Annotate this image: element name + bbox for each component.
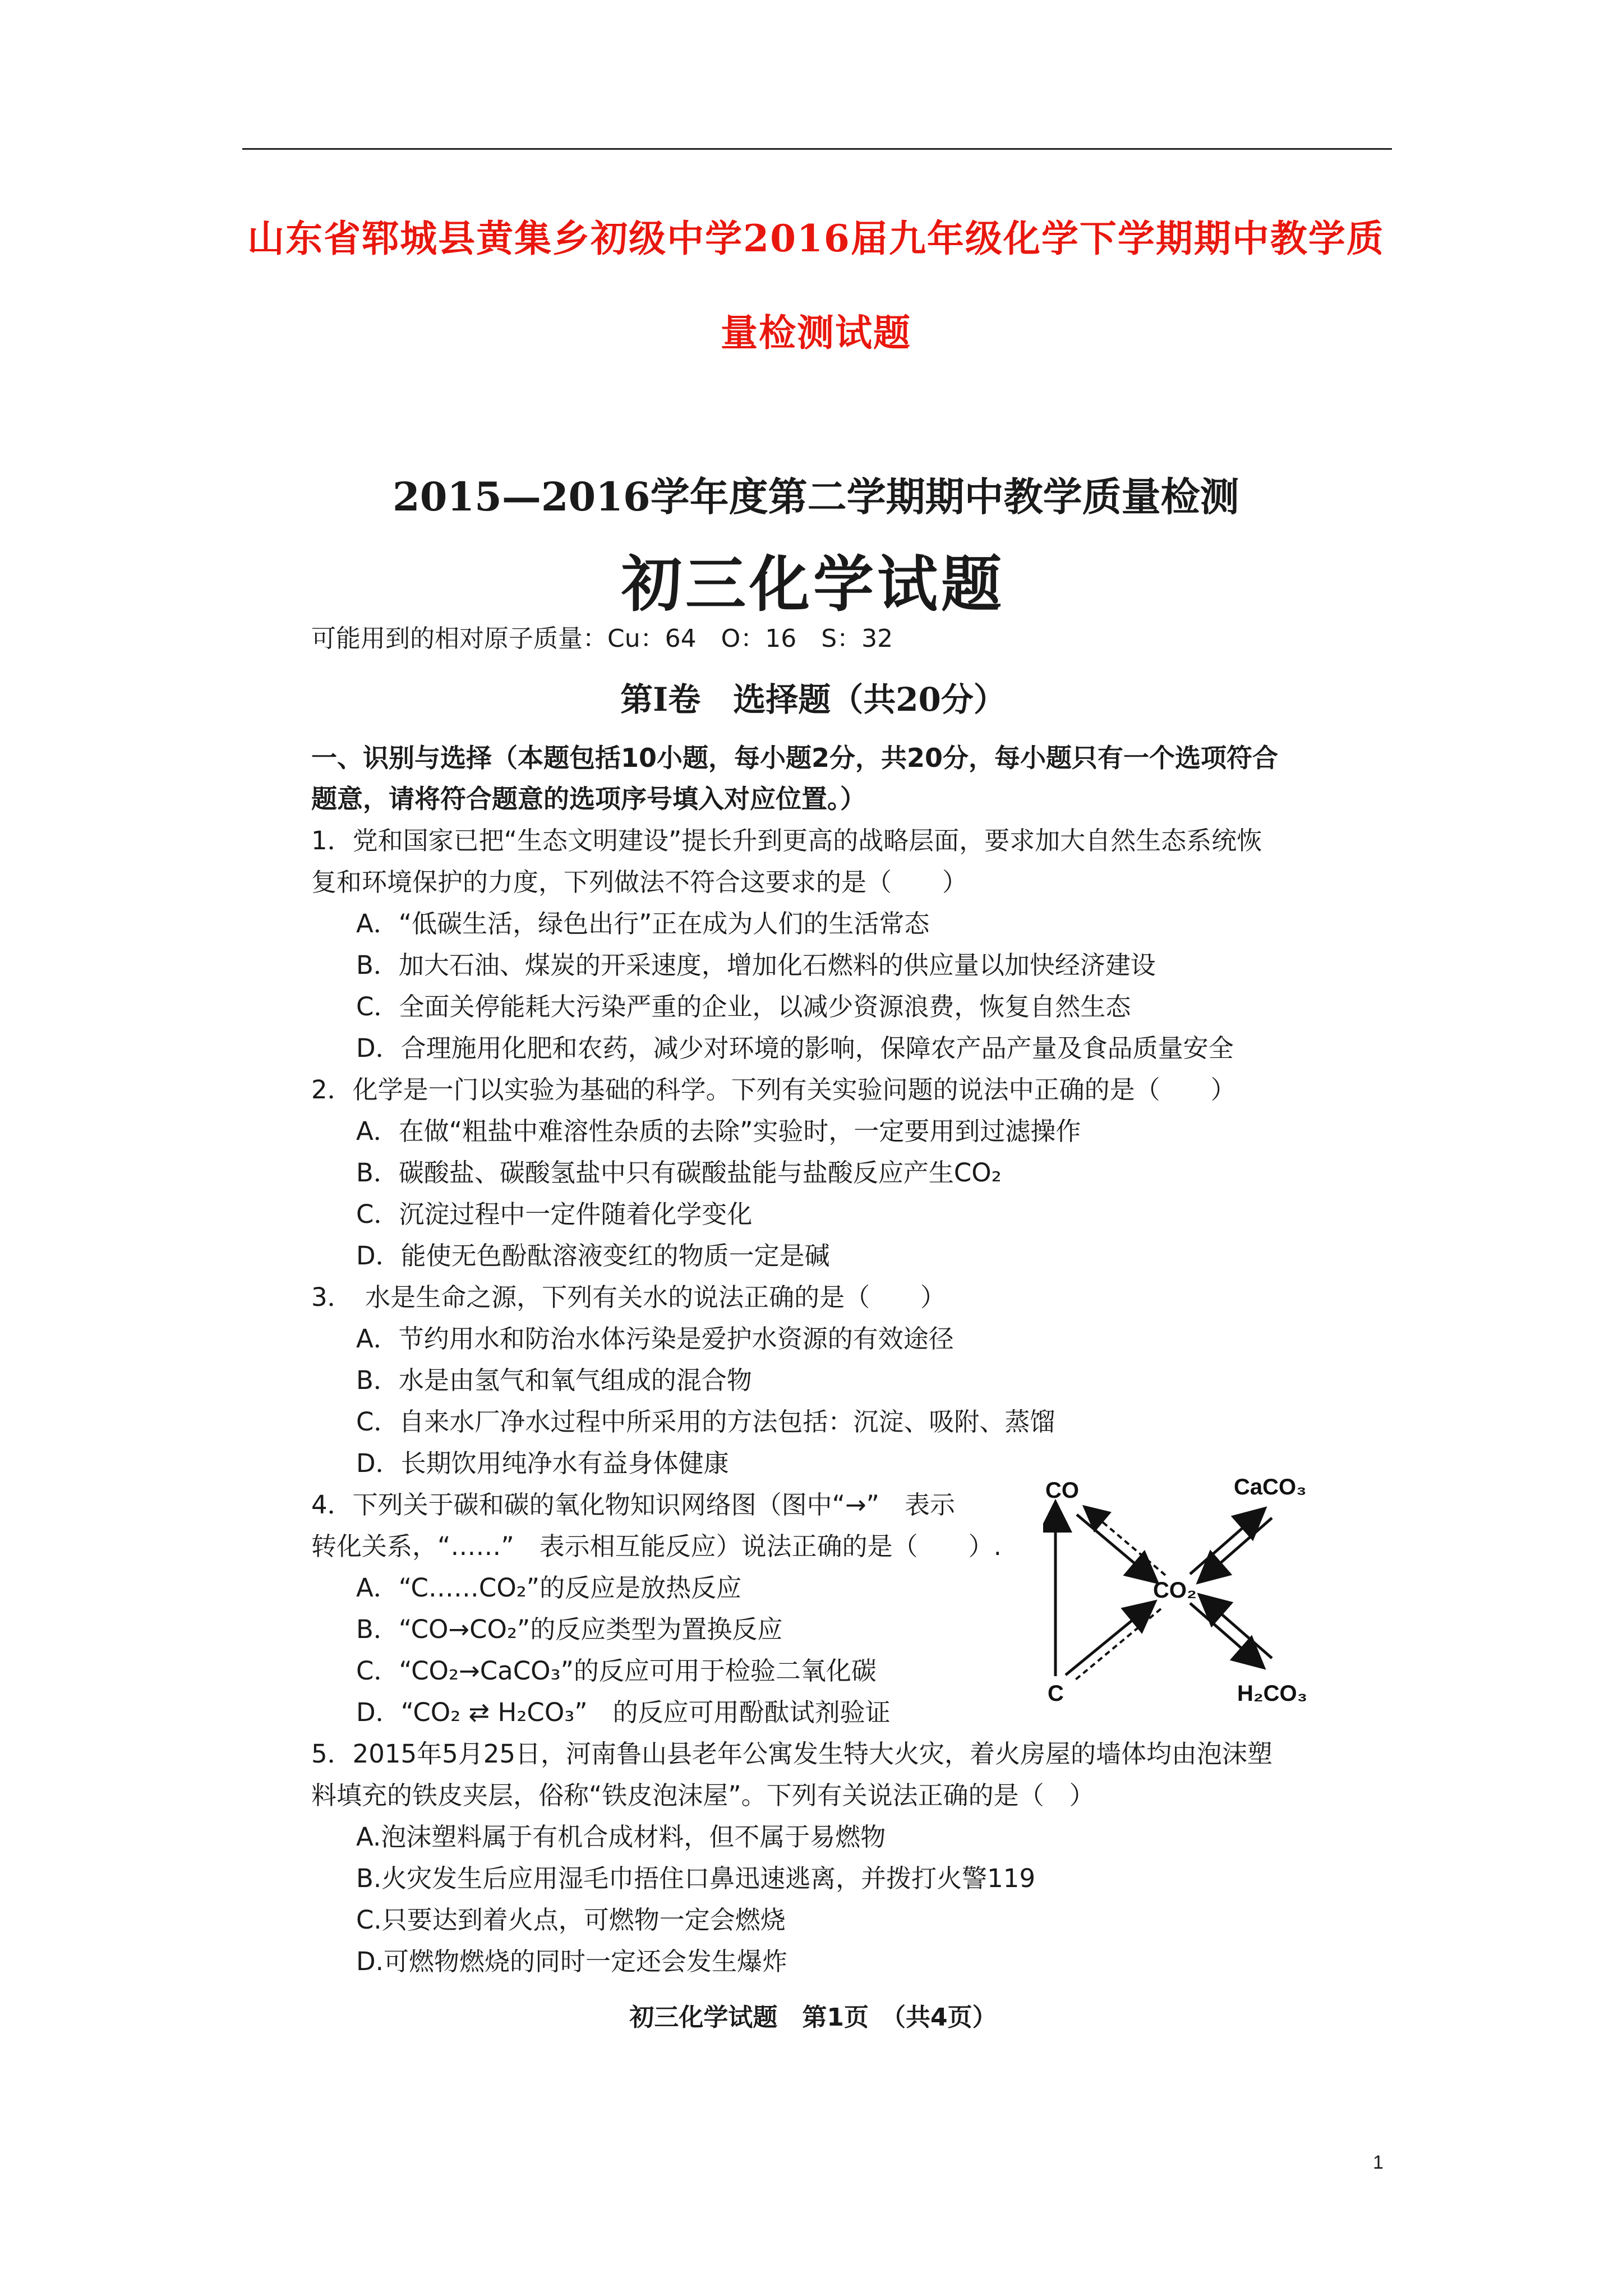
question-4-stem-line1: 4．下列关于碳和碳的氧化物知识网络图（图中“→” 表示 <box>311 1490 955 1520</box>
arrow-caco3-to-co2 <box>1200 1518 1272 1581</box>
page-footer-caption: 初三化学试题 第1页 （共4页） <box>629 2003 997 2032</box>
arrow-c-to-co2 <box>1066 1603 1153 1675</box>
question-4-option-a: A．“C……CO₂”的反应是放热反应 <box>356 1573 742 1603</box>
question-4-option-c: C．“CO₂→CaCO₃”的反应可用于检验二氧化碳 <box>356 1656 877 1686</box>
link-co2-c-dotted <box>1076 1609 1161 1680</box>
document-title-line1: 山东省郓城县黄集乡初级中学2016届九年级化学下学期期中教学质 <box>247 217 1385 260</box>
question-2-stem: 2．化学是一门以实验为基础的科学。下列有关实验问题的说法中正确的是（ ） <box>311 1075 1236 1105</box>
question-1-stem-line1: 1．党和国家已把“生态文明建设”提长升到更高的战略层面，要求加大自然生态系统恢 <box>311 826 1262 855</box>
question-5-option-b: B.火灾发生后应用湿毛巾捂住口鼻迅速逃离，并拨打火警119 <box>356 1864 1036 1893</box>
question-1-option-b: B．加大石油、煤炭的开采速度，增加化石燃料的供应量以加快经济建设 <box>356 950 1156 980</box>
node-co: CO <box>1045 1478 1079 1503</box>
question-5-stem-line2: 料填充的铁皮夹层，俗称“铁皮泡沫屋”。下列有关说法正确的是（ ） <box>311 1780 1095 1810</box>
question-4-option-d: D．“CO₂ ⇄ H₂CO₃” 的反应可用酚酞试剂验证 <box>356 1697 891 1727</box>
document-title-line2: 量检测试题 <box>721 311 911 355</box>
carbon-network-diagram <box>1043 1470 1335 1711</box>
section-title: 第Ⅰ卷 选择题（共20分） <box>620 680 1006 719</box>
node-co2: CO₂ <box>1153 1578 1197 1603</box>
question-5-option-d: D.可燃物燃烧的同时一定还会发生爆炸 <box>356 1947 787 1976</box>
question-4-stem-line2: 转化关系，“……” 表示相互能反应）说法正确的是（ ）. <box>311 1531 1002 1561</box>
question-3-option-b: B．水是由氢气和氧气组成的混合物 <box>356 1365 752 1395</box>
question-1-option-a: A．“低碳生活，绿色出行”正在成为人们的生活常态 <box>356 909 930 938</box>
question-2-option-a: A．在做“粗盐中难溶性杂质的去除”实验时，一定要用到过滤操作 <box>356 1116 1081 1146</box>
question-4-option-b: B．“CO→CO₂”的反应类型为置换反应 <box>356 1614 783 1644</box>
arrow-co-to-co2 <box>1077 1515 1155 1581</box>
instructions-line1: 一、识别与选择（本题包括10小题，每小题2分，共20分，每小题只有一个选项符合 <box>311 743 1279 773</box>
exam-year-heading: 2015—2016学年度第二学期期中教学质量检测 <box>393 473 1239 520</box>
question-3-option-c: C．自来水厂净水过程中所采用的方法包括：沉淀、吸附、蒸馏 <box>356 1407 1055 1437</box>
question-1-option-d: D．合理施用化肥和农药，减少对环境的影响，保障农产品产量及食品质量安全 <box>356 1033 1234 1063</box>
question-1-stem-line2: 复和环境保护的力度，下列做法不符合这要求的是（ ） <box>311 867 968 897</box>
arrow-co2-to-caco3 <box>1190 1510 1263 1574</box>
question-1-option-c: C．全面关停能耗大污染严重的企业，以减少资源浪费，恢复自然生态 <box>356 992 1131 1022</box>
question-2-option-b: B．碳酸盐、碳酸氢盐中只有碳酸盐能与盐酸反应产生CO₂ <box>356 1158 1002 1188</box>
question-2-option-c: C．沉淀过程中一定件随着化学变化 <box>356 1199 753 1229</box>
arrow-co2-to-co <box>1086 1508 1165 1575</box>
question-5-option-c: C.只要达到着火点，可燃物一定会燃烧 <box>356 1905 786 1935</box>
page-number: 1 <box>1373 2152 1384 2173</box>
arrow-co2-to-h2co3 <box>1190 1603 1262 1666</box>
instructions-line2: 题意，请将符合题意的选项序号填入对应位置。） <box>311 784 866 814</box>
question-3-option-a: A．节约用水和防治水体污染是爱护水资源的有效途径 <box>356 1324 954 1354</box>
node-h2co3: H₂CO₃ <box>1237 1681 1308 1706</box>
atomic-mass-note: 可能用到的相对原子质量：Cu：64 O：16 S：32 <box>311 624 893 653</box>
question-2-option-d: D．能使无色酚酞溶液变红的物质一定是碱 <box>356 1241 830 1271</box>
question-5-stem-line1: 5．2015年5月25日，河南鲁山县老年公寓发生特大火灾，着火房屋的墙体均由泡沫塑 <box>311 1739 1273 1769</box>
question-5-option-a: A.泡沫塑料属于有机合成材料，但不属于易燃物 <box>356 1822 886 1852</box>
question-3-stem: 3． 水是生命之源，下列有关水的说法正确的是（ ） <box>311 1282 946 1312</box>
question-3-option-d: D．长期饮用纯净水有益身体健康 <box>356 1448 729 1478</box>
node-c: C <box>1048 1681 1064 1706</box>
arrow-h2co3-to-co2 <box>1201 1596 1272 1658</box>
header-rule <box>242 148 1392 150</box>
exam-subject-heading: 初三化学试题 <box>621 549 1005 620</box>
node-caco3: CaCO₃ <box>1234 1475 1307 1499</box>
